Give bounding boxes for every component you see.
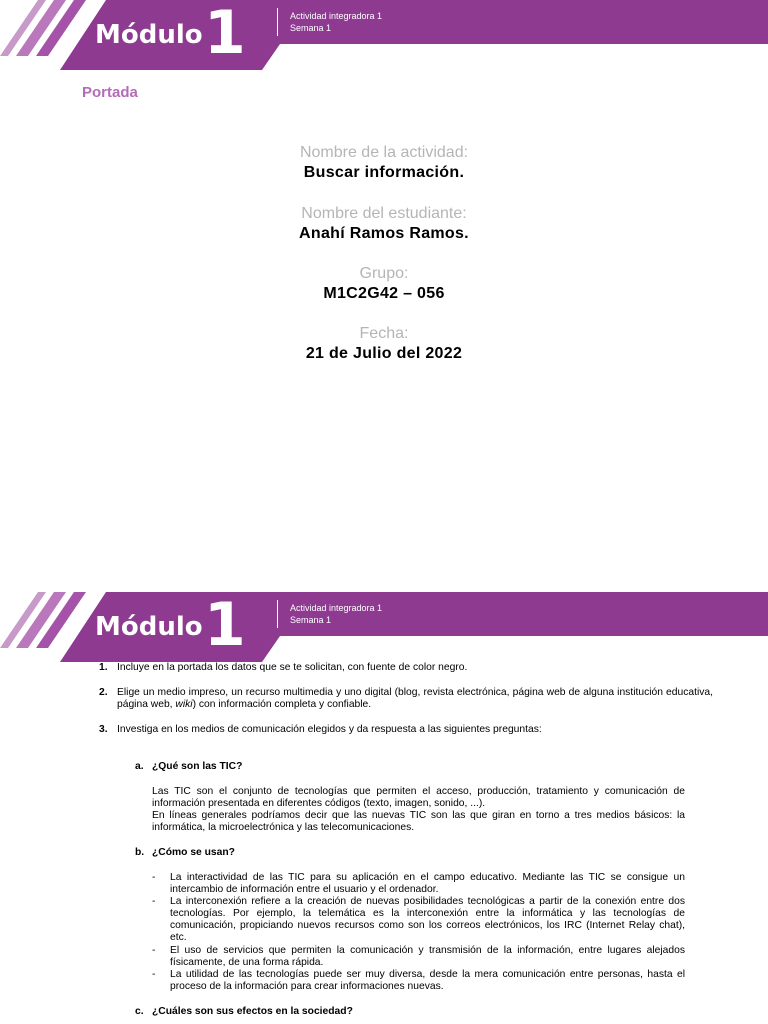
module-number: 1: [204, 592, 246, 660]
question-letter: a.: [135, 761, 144, 772]
bullet-dash: -: [152, 896, 156, 907]
activity-title: Actividad integradora 1: [290, 11, 383, 21]
field-label: Fecha:: [359, 325, 409, 342]
week-label: Semana 1: [290, 23, 332, 33]
question-letter: c.: [135, 1006, 144, 1017]
item-text: Incluye en la portada los datos que se te solicitan, con fuente de color negro.: [117, 662, 468, 673]
question-heading: [135, 1006, 353, 1018]
field-value: 21 de Julio del 2022: [305, 345, 463, 362]
answer-paragraph: En líneas generales podríamos decir que las nuevas TIC son las que giran en torno a tres medios básicos: la informática, la microelectrónica y las telecomunicaciones.: [152, 810, 685, 833]
question-title: ¿Cómo se usan?: [152, 847, 235, 858]
item-number: 2.: [99, 687, 108, 698]
module-word: Módulo: [95, 20, 203, 50]
question-heading: [135, 761, 242, 773]
week-label: Semana 1: [290, 615, 332, 625]
question-heading: [135, 847, 235, 859]
module-word: Módulo: [95, 612, 203, 642]
bullet-text: La utilidad de las tecnologías puede ser muy diversa, desde la mera comunicación entre personas, hasta el proceso de la información para crear informaciones nuevas.: [170, 969, 685, 992]
question-title: ¿Qué son las TIC?: [152, 761, 243, 772]
content-page: [0, 592, 768, 1024]
banner-divider: [277, 600, 278, 628]
item-text-end: ) con información completa y confiable.: [192, 699, 372, 710]
bullet-text: El uso de servicios que permiten la comunicación y transmisión de la información, entre lugares alejados físicamente, de una forma rápida.: [170, 945, 685, 968]
activity-title: Actividad integradora 1: [290, 603, 383, 613]
item-number: 3.: [99, 724, 108, 735]
date-field: [0, 324, 768, 364]
question-letter: b.: [135, 847, 145, 858]
answer-paragraph: Las TIC son el conjunto de tecnologías que permiten el acceso, producción, tratamiento y comunicación de información presentada en diferentes códigos (texto, imagen, sonido, ...).: [152, 786, 685, 809]
field-label: Nombre de la actividad:: [299, 144, 469, 161]
student-name-field: [0, 204, 768, 244]
activity-name-field: [0, 143, 768, 183]
module-banner: [0, 592, 768, 662]
group-field: [0, 264, 768, 304]
bullet-text: La interconexión refiere a la creación de nuevas posibilidades tecnológicas a partir de la conexión entre dos tecnologías. Por ejemplo, la telemática es la interconexión entre la informática y las tecnologías de comunicación, propiciando nuevos recursos como son los correos electrónicos, los IRC (Internet Relay chat), etc.: [170, 896, 685, 943]
field-value: Buscar información.: [303, 164, 465, 181]
item-text-italic: wiki: [175, 699, 193, 710]
item-text: Investiga en los medios de comunicación elegidos y da respuesta a las siguientes preguntas:: [117, 724, 542, 735]
question-title: ¿Cuáles son sus efectos en la sociedad?: [152, 1006, 353, 1017]
section-title: Portada: [82, 84, 138, 101]
bullet-text: La interactividad de las TIC para su aplicación en el campo educativo. Mediante las TIC se consigue un intercambio de información entre el usuario y el ordenador.: [170, 872, 685, 895]
field-value: Anahí Ramos Ramos.: [299, 225, 469, 242]
item-text-main: Elige un medio impreso, un recurso multimedia y uno digital (blog, revista electrónica, página web de alguna institución educativa, página web,: [117, 687, 713, 710]
bullet-dash: -: [152, 945, 156, 956]
bullet-dash: -: [152, 872, 156, 883]
field-label: Grupo:: [359, 265, 409, 282]
field-value: M1C2G42 – 056: [323, 285, 445, 302]
item-number: 1.: [99, 662, 108, 673]
banner-divider: [277, 8, 278, 36]
field-label: Nombre del estudiante:: [301, 205, 467, 222]
module-banner: [0, 0, 768, 70]
module-number: 1: [204, 0, 246, 68]
bullet-dash: -: [152, 969, 156, 980]
item-text: [117, 687, 713, 711]
